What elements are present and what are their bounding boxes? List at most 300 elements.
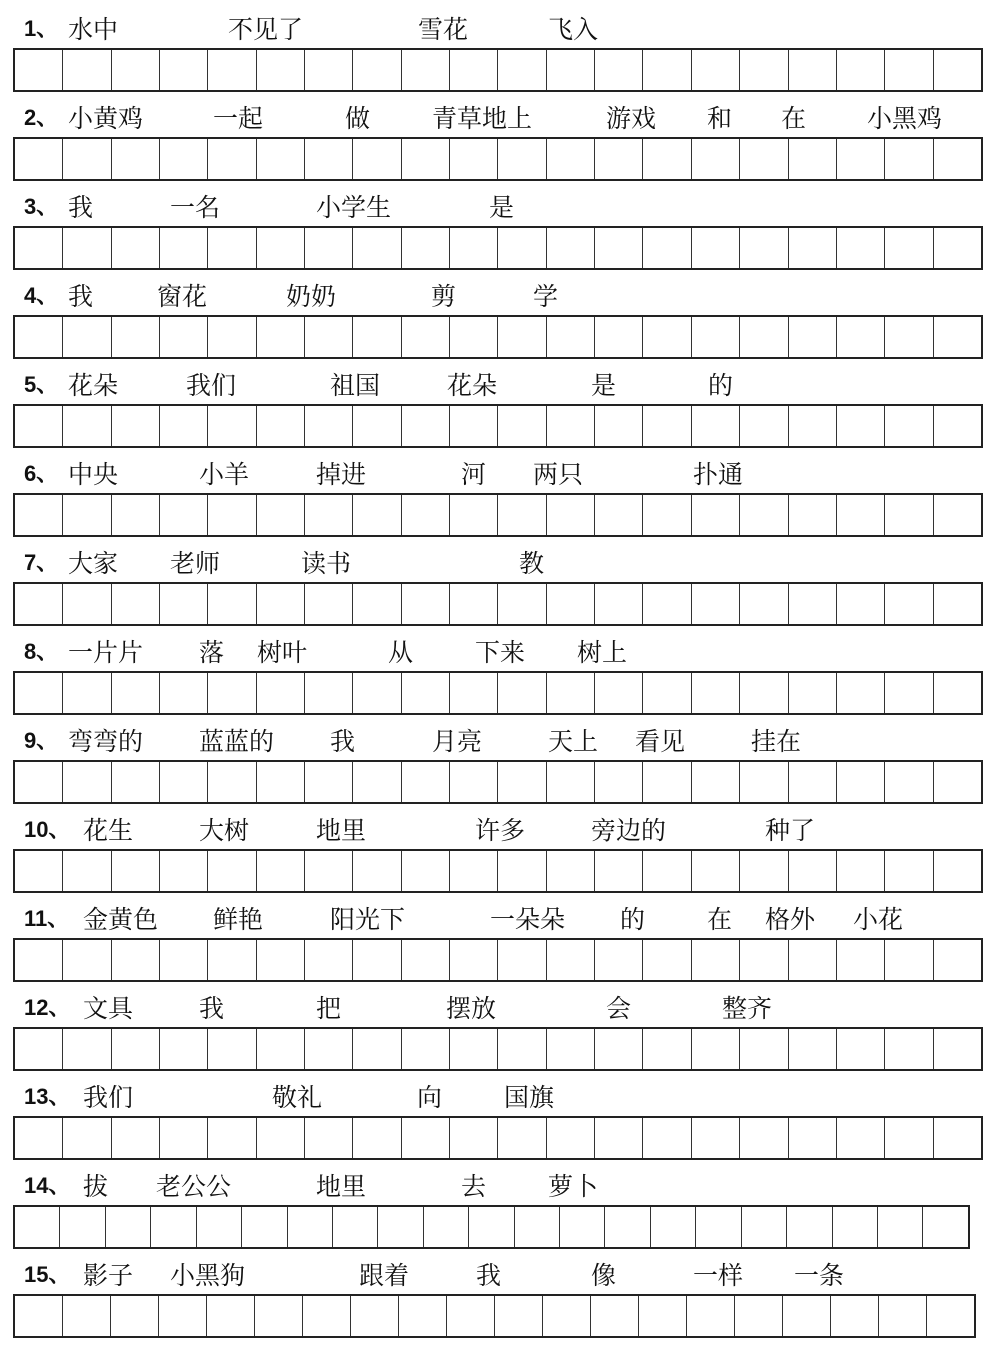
grid-cell[interactable] xyxy=(402,584,450,624)
grid-cell[interactable] xyxy=(160,851,208,891)
grid-cell[interactable] xyxy=(837,1029,885,1069)
grid-cell[interactable] xyxy=(833,1207,878,1247)
grid-cell[interactable] xyxy=(547,673,595,713)
grid-cell[interactable] xyxy=(305,139,353,179)
grid-cell[interactable] xyxy=(112,851,160,891)
grid-cell[interactable] xyxy=(208,317,256,357)
grid-cell[interactable] xyxy=(595,50,643,90)
grid-cell[interactable] xyxy=(378,1207,423,1247)
grid-cell[interactable] xyxy=(837,584,885,624)
grid-cell[interactable] xyxy=(151,1207,196,1247)
grid-cell[interactable] xyxy=(257,673,305,713)
grid-cell[interactable] xyxy=(692,851,740,891)
grid-cell[interactable] xyxy=(740,584,788,624)
grid-cell[interactable] xyxy=(547,495,595,535)
grid-cell[interactable] xyxy=(498,495,546,535)
grid-cell[interactable] xyxy=(402,228,450,268)
grid-cell[interactable] xyxy=(63,851,111,891)
grid-cell[interactable] xyxy=(595,1029,643,1069)
grid-cell[interactable] xyxy=(112,584,160,624)
grid-cell[interactable] xyxy=(305,495,353,535)
grid-cell[interactable] xyxy=(934,317,981,357)
grid-cell[interactable] xyxy=(595,762,643,802)
grid-cell[interactable] xyxy=(305,584,353,624)
grid-cell[interactable] xyxy=(450,406,498,446)
grid-cell[interactable] xyxy=(547,851,595,891)
grid-cell[interactable] xyxy=(934,851,981,891)
grid-cell[interactable] xyxy=(63,1029,111,1069)
grid-cell[interactable] xyxy=(885,406,933,446)
grid-cell[interactable] xyxy=(595,139,643,179)
grid-cell[interactable] xyxy=(498,584,546,624)
grid-cell[interactable] xyxy=(837,851,885,891)
grid-cell[interactable] xyxy=(160,1029,208,1069)
grid-cell[interactable] xyxy=(112,1118,160,1158)
grid-cell[interactable] xyxy=(934,50,981,90)
grid-cell[interactable] xyxy=(112,228,160,268)
grid-cell[interactable] xyxy=(15,139,63,179)
grid-cell[interactable] xyxy=(692,762,740,802)
grid-cell[interactable] xyxy=(643,406,691,446)
grid-cell[interactable] xyxy=(789,406,837,446)
grid-cell[interactable] xyxy=(735,1296,783,1336)
grid-cell[interactable] xyxy=(789,1118,837,1158)
grid-cell[interactable] xyxy=(112,406,160,446)
grid-cell[interactable] xyxy=(208,1029,256,1069)
grid-cell[interactable] xyxy=(498,317,546,357)
grid-cell[interactable] xyxy=(837,139,885,179)
grid-cell[interactable] xyxy=(63,584,111,624)
grid-cell[interactable] xyxy=(740,762,788,802)
grid-cell[interactable] xyxy=(160,584,208,624)
grid-cell[interactable] xyxy=(595,584,643,624)
grid-cell[interactable] xyxy=(402,406,450,446)
grid-cell[interactable] xyxy=(927,1296,974,1336)
grid-cell[interactable] xyxy=(402,940,450,980)
grid-cell[interactable] xyxy=(63,406,111,446)
grid-cell[interactable] xyxy=(885,940,933,980)
grid-cell[interactable] xyxy=(112,1029,160,1069)
grid-cell[interactable] xyxy=(543,1296,591,1336)
grid-cell[interactable] xyxy=(547,762,595,802)
grid-cell[interactable] xyxy=(402,317,450,357)
grid-cell[interactable] xyxy=(305,317,353,357)
grid-cell[interactable] xyxy=(257,50,305,90)
grid-cell[interactable] xyxy=(160,228,208,268)
grid-cell[interactable] xyxy=(831,1296,879,1336)
grid-cell[interactable] xyxy=(692,940,740,980)
grid-cell[interactable] xyxy=(351,1296,399,1336)
grid-cell[interactable] xyxy=(595,228,643,268)
grid-cell[interactable] xyxy=(742,1207,787,1247)
grid-cell[interactable] xyxy=(450,50,498,90)
grid-cell[interactable] xyxy=(498,139,546,179)
grid-cell[interactable] xyxy=(837,50,885,90)
grid-cell[interactable] xyxy=(878,1207,923,1247)
grid-cell[interactable] xyxy=(837,228,885,268)
grid-cell[interactable] xyxy=(257,1118,305,1158)
grid-cell[interactable] xyxy=(498,940,546,980)
grid-cell[interactable] xyxy=(353,50,401,90)
grid-cell[interactable] xyxy=(112,139,160,179)
grid-cell[interactable] xyxy=(789,139,837,179)
grid-cell[interactable] xyxy=(879,1296,927,1336)
grid-cell[interactable] xyxy=(643,584,691,624)
grid-cell[interactable] xyxy=(692,228,740,268)
grid-cell[interactable] xyxy=(257,139,305,179)
grid-cell[interactable] xyxy=(595,406,643,446)
grid-cell[interactable] xyxy=(692,139,740,179)
grid-cell[interactable] xyxy=(15,406,63,446)
grid-cell[interactable] xyxy=(112,673,160,713)
grid-cell[interactable] xyxy=(498,1118,546,1158)
grid-cell[interactable] xyxy=(885,762,933,802)
grid-cell[interactable] xyxy=(112,50,160,90)
grid-cell[interactable] xyxy=(305,851,353,891)
grid-cell[interactable] xyxy=(692,406,740,446)
grid-cell[interactable] xyxy=(934,228,981,268)
grid-cell[interactable] xyxy=(934,673,981,713)
grid-cell[interactable] xyxy=(353,139,401,179)
grid-cell[interactable] xyxy=(15,1029,63,1069)
grid-cell[interactable] xyxy=(643,673,691,713)
grid-cell[interactable] xyxy=(547,1029,595,1069)
grid-cell[interactable] xyxy=(643,762,691,802)
grid-cell[interactable] xyxy=(450,940,498,980)
grid-cell[interactable] xyxy=(15,940,63,980)
grid-cell[interactable] xyxy=(353,673,401,713)
grid-cell[interactable] xyxy=(208,228,256,268)
grid-cell[interactable] xyxy=(560,1207,605,1247)
grid-cell[interactable] xyxy=(208,584,256,624)
grid-cell[interactable] xyxy=(208,940,256,980)
grid-cell[interactable] xyxy=(160,50,208,90)
grid-cell[interactable] xyxy=(934,762,981,802)
grid-cell[interactable] xyxy=(498,406,546,446)
grid-cell[interactable] xyxy=(789,50,837,90)
grid-cell[interactable] xyxy=(934,495,981,535)
grid-cell[interactable] xyxy=(450,851,498,891)
grid-cell[interactable] xyxy=(740,851,788,891)
grid-cell[interactable] xyxy=(923,1207,967,1247)
grid-cell[interactable] xyxy=(15,495,63,535)
grid-cell[interactable] xyxy=(934,584,981,624)
grid-cell[interactable] xyxy=(15,1207,60,1247)
grid-cell[interactable] xyxy=(112,762,160,802)
grid-cell[interactable] xyxy=(885,1118,933,1158)
grid-cell[interactable] xyxy=(208,851,256,891)
grid-cell[interactable] xyxy=(515,1207,560,1247)
grid-cell[interactable] xyxy=(63,673,111,713)
grid-cell[interactable] xyxy=(450,139,498,179)
grid-cell[interactable] xyxy=(789,1029,837,1069)
grid-cell[interactable] xyxy=(353,940,401,980)
grid-cell[interactable] xyxy=(450,1029,498,1069)
grid-cell[interactable] xyxy=(547,1118,595,1158)
grid-cell[interactable] xyxy=(63,762,111,802)
grid-cell[interactable] xyxy=(651,1207,696,1247)
grid-cell[interactable] xyxy=(242,1207,287,1247)
grid-cell[interactable] xyxy=(15,50,63,90)
grid-cell[interactable] xyxy=(15,1118,63,1158)
grid-cell[interactable] xyxy=(63,139,111,179)
grid-cell[interactable] xyxy=(934,940,981,980)
grid-cell[interactable] xyxy=(450,584,498,624)
grid-cell[interactable] xyxy=(402,495,450,535)
grid-cell[interactable] xyxy=(837,406,885,446)
grid-cell[interactable] xyxy=(208,762,256,802)
grid-cell[interactable] xyxy=(547,584,595,624)
grid-cell[interactable] xyxy=(740,139,788,179)
grid-cell[interactable] xyxy=(208,406,256,446)
grid-cell[interactable] xyxy=(353,762,401,802)
grid-cell[interactable] xyxy=(643,50,691,90)
grid-cell[interactable] xyxy=(160,139,208,179)
grid-cell[interactable] xyxy=(643,228,691,268)
grid-cell[interactable] xyxy=(692,50,740,90)
grid-cell[interactable] xyxy=(208,1118,256,1158)
grid-cell[interactable] xyxy=(498,228,546,268)
grid-cell[interactable] xyxy=(111,1296,159,1336)
grid-cell[interactable] xyxy=(591,1296,639,1336)
grid-cell[interactable] xyxy=(789,584,837,624)
grid-cell[interactable] xyxy=(257,406,305,446)
grid-cell[interactable] xyxy=(495,1296,543,1336)
grid-cell[interactable] xyxy=(547,228,595,268)
grid-cell[interactable] xyxy=(789,495,837,535)
grid-cell[interactable] xyxy=(783,1296,831,1336)
grid-cell[interactable] xyxy=(160,762,208,802)
grid-cell[interactable] xyxy=(208,50,256,90)
grid-cell[interactable] xyxy=(402,851,450,891)
grid-cell[interactable] xyxy=(60,1207,105,1247)
grid-cell[interactable] xyxy=(740,317,788,357)
grid-cell[interactable] xyxy=(643,1118,691,1158)
grid-cell[interactable] xyxy=(837,762,885,802)
grid-cell[interactable] xyxy=(789,228,837,268)
grid-cell[interactable] xyxy=(208,139,256,179)
grid-cell[interactable] xyxy=(159,1296,207,1336)
grid-cell[interactable] xyxy=(63,50,111,90)
grid-cell[interactable] xyxy=(305,1118,353,1158)
grid-cell[interactable] xyxy=(789,317,837,357)
grid-cell[interactable] xyxy=(885,317,933,357)
grid-cell[interactable] xyxy=(305,940,353,980)
grid-cell[interactable] xyxy=(837,495,885,535)
grid-cell[interactable] xyxy=(450,673,498,713)
grid-cell[interactable] xyxy=(305,50,353,90)
grid-cell[interactable] xyxy=(353,584,401,624)
grid-cell[interactable] xyxy=(547,139,595,179)
grid-cell[interactable] xyxy=(257,762,305,802)
grid-cell[interactable] xyxy=(402,50,450,90)
grid-cell[interactable] xyxy=(696,1207,741,1247)
grid-cell[interactable] xyxy=(399,1296,447,1336)
grid-cell[interactable] xyxy=(353,1029,401,1069)
grid-cell[interactable] xyxy=(789,851,837,891)
grid-cell[interactable] xyxy=(595,851,643,891)
grid-cell[interactable] xyxy=(787,1207,832,1247)
grid-cell[interactable] xyxy=(692,1118,740,1158)
grid-cell[interactable] xyxy=(402,1118,450,1158)
grid-cell[interactable] xyxy=(740,673,788,713)
grid-cell[interactable] xyxy=(885,228,933,268)
grid-cell[interactable] xyxy=(885,851,933,891)
grid-cell[interactable] xyxy=(450,317,498,357)
grid-cell[interactable] xyxy=(197,1207,242,1247)
grid-cell[interactable] xyxy=(547,317,595,357)
grid-cell[interactable] xyxy=(15,762,63,802)
grid-cell[interactable] xyxy=(63,1118,111,1158)
grid-cell[interactable] xyxy=(547,940,595,980)
grid-cell[interactable] xyxy=(498,50,546,90)
grid-cell[interactable] xyxy=(255,1296,303,1336)
grid-cell[interactable] xyxy=(353,406,401,446)
grid-cell[interactable] xyxy=(740,228,788,268)
grid-cell[interactable] xyxy=(450,1118,498,1158)
grid-cell[interactable] xyxy=(692,317,740,357)
grid-cell[interactable] xyxy=(595,673,643,713)
grid-cell[interactable] xyxy=(106,1207,151,1247)
grid-cell[interactable] xyxy=(789,762,837,802)
grid-cell[interactable] xyxy=(498,673,546,713)
grid-cell[interactable] xyxy=(305,762,353,802)
grid-cell[interactable] xyxy=(63,1296,111,1336)
grid-cell[interactable] xyxy=(160,317,208,357)
grid-cell[interactable] xyxy=(305,406,353,446)
grid-cell[interactable] xyxy=(643,139,691,179)
grid-cell[interactable] xyxy=(305,1029,353,1069)
grid-cell[interactable] xyxy=(208,495,256,535)
grid-cell[interactable] xyxy=(402,1029,450,1069)
grid-cell[interactable] xyxy=(63,940,111,980)
grid-cell[interactable] xyxy=(885,50,933,90)
grid-cell[interactable] xyxy=(450,762,498,802)
grid-cell[interactable] xyxy=(353,228,401,268)
grid-cell[interactable] xyxy=(885,584,933,624)
grid-cell[interactable] xyxy=(207,1296,255,1336)
grid-cell[interactable] xyxy=(547,406,595,446)
grid-cell[interactable] xyxy=(740,940,788,980)
grid-cell[interactable] xyxy=(595,317,643,357)
grid-cell[interactable] xyxy=(643,851,691,891)
grid-cell[interactable] xyxy=(934,406,981,446)
grid-cell[interactable] xyxy=(740,1029,788,1069)
grid-cell[interactable] xyxy=(837,317,885,357)
grid-cell[interactable] xyxy=(643,317,691,357)
grid-cell[interactable] xyxy=(885,495,933,535)
grid-cell[interactable] xyxy=(740,1118,788,1158)
grid-cell[interactable] xyxy=(740,50,788,90)
grid-cell[interactable] xyxy=(402,673,450,713)
grid-cell[interactable] xyxy=(447,1296,495,1336)
grid-cell[interactable] xyxy=(934,139,981,179)
grid-cell[interactable] xyxy=(257,851,305,891)
grid-cell[interactable] xyxy=(498,851,546,891)
grid-cell[interactable] xyxy=(692,673,740,713)
grid-cell[interactable] xyxy=(643,495,691,535)
grid-cell[interactable] xyxy=(692,1029,740,1069)
grid-cell[interactable] xyxy=(160,495,208,535)
grid-cell[interactable] xyxy=(257,940,305,980)
grid-cell[interactable] xyxy=(63,317,111,357)
grid-cell[interactable] xyxy=(257,1029,305,1069)
grid-cell[interactable] xyxy=(257,584,305,624)
grid-cell[interactable] xyxy=(257,317,305,357)
grid-cell[interactable] xyxy=(402,139,450,179)
grid-cell[interactable] xyxy=(305,673,353,713)
grid-cell[interactable] xyxy=(424,1207,469,1247)
grid-cell[interactable] xyxy=(789,940,837,980)
grid-cell[interactable] xyxy=(639,1296,687,1336)
grid-cell[interactable] xyxy=(687,1296,735,1336)
grid-cell[interactable] xyxy=(305,228,353,268)
grid-cell[interactable] xyxy=(837,940,885,980)
grid-cell[interactable] xyxy=(595,940,643,980)
grid-cell[interactable] xyxy=(885,139,933,179)
grid-cell[interactable] xyxy=(450,228,498,268)
grid-cell[interactable] xyxy=(595,1118,643,1158)
grid-cell[interactable] xyxy=(643,1029,691,1069)
grid-cell[interactable] xyxy=(934,1029,981,1069)
grid-cell[interactable] xyxy=(353,1118,401,1158)
grid-cell[interactable] xyxy=(15,673,63,713)
grid-cell[interactable] xyxy=(288,1207,333,1247)
grid-cell[interactable] xyxy=(15,1296,63,1336)
grid-cell[interactable] xyxy=(112,940,160,980)
grid-cell[interactable] xyxy=(257,228,305,268)
grid-cell[interactable] xyxy=(740,495,788,535)
grid-cell[interactable] xyxy=(353,851,401,891)
grid-cell[interactable] xyxy=(498,1029,546,1069)
grid-cell[interactable] xyxy=(885,673,933,713)
grid-cell[interactable] xyxy=(595,495,643,535)
grid-cell[interactable] xyxy=(15,584,63,624)
grid-cell[interactable] xyxy=(837,673,885,713)
grid-cell[interactable] xyxy=(885,1029,933,1069)
grid-cell[interactable] xyxy=(63,228,111,268)
grid-cell[interactable] xyxy=(160,673,208,713)
grid-cell[interactable] xyxy=(15,851,63,891)
grid-cell[interactable] xyxy=(789,673,837,713)
grid-cell[interactable] xyxy=(353,317,401,357)
grid-cell[interactable] xyxy=(353,495,401,535)
grid-cell[interactable] xyxy=(605,1207,650,1247)
grid-cell[interactable] xyxy=(402,762,450,802)
grid-cell[interactable] xyxy=(63,495,111,535)
grid-cell[interactable] xyxy=(257,495,305,535)
grid-cell[interactable] xyxy=(160,940,208,980)
grid-cell[interactable] xyxy=(692,495,740,535)
grid-cell[interactable] xyxy=(208,673,256,713)
grid-cell[interactable] xyxy=(160,1118,208,1158)
grid-cell[interactable] xyxy=(643,940,691,980)
grid-cell[interactable] xyxy=(15,317,63,357)
grid-cell[interactable] xyxy=(547,50,595,90)
grid-cell[interactable] xyxy=(112,495,160,535)
grid-cell[interactable] xyxy=(692,584,740,624)
grid-cell[interactable] xyxy=(837,1118,885,1158)
grid-cell[interactable] xyxy=(15,228,63,268)
grid-cell[interactable] xyxy=(333,1207,378,1247)
grid-cell[interactable] xyxy=(498,762,546,802)
grid-cell[interactable] xyxy=(450,495,498,535)
grid-cell[interactable] xyxy=(740,406,788,446)
grid-cell[interactable] xyxy=(934,1118,981,1158)
grid-cell[interactable] xyxy=(112,317,160,357)
grid-cell[interactable] xyxy=(160,406,208,446)
grid-cell[interactable] xyxy=(303,1296,351,1336)
